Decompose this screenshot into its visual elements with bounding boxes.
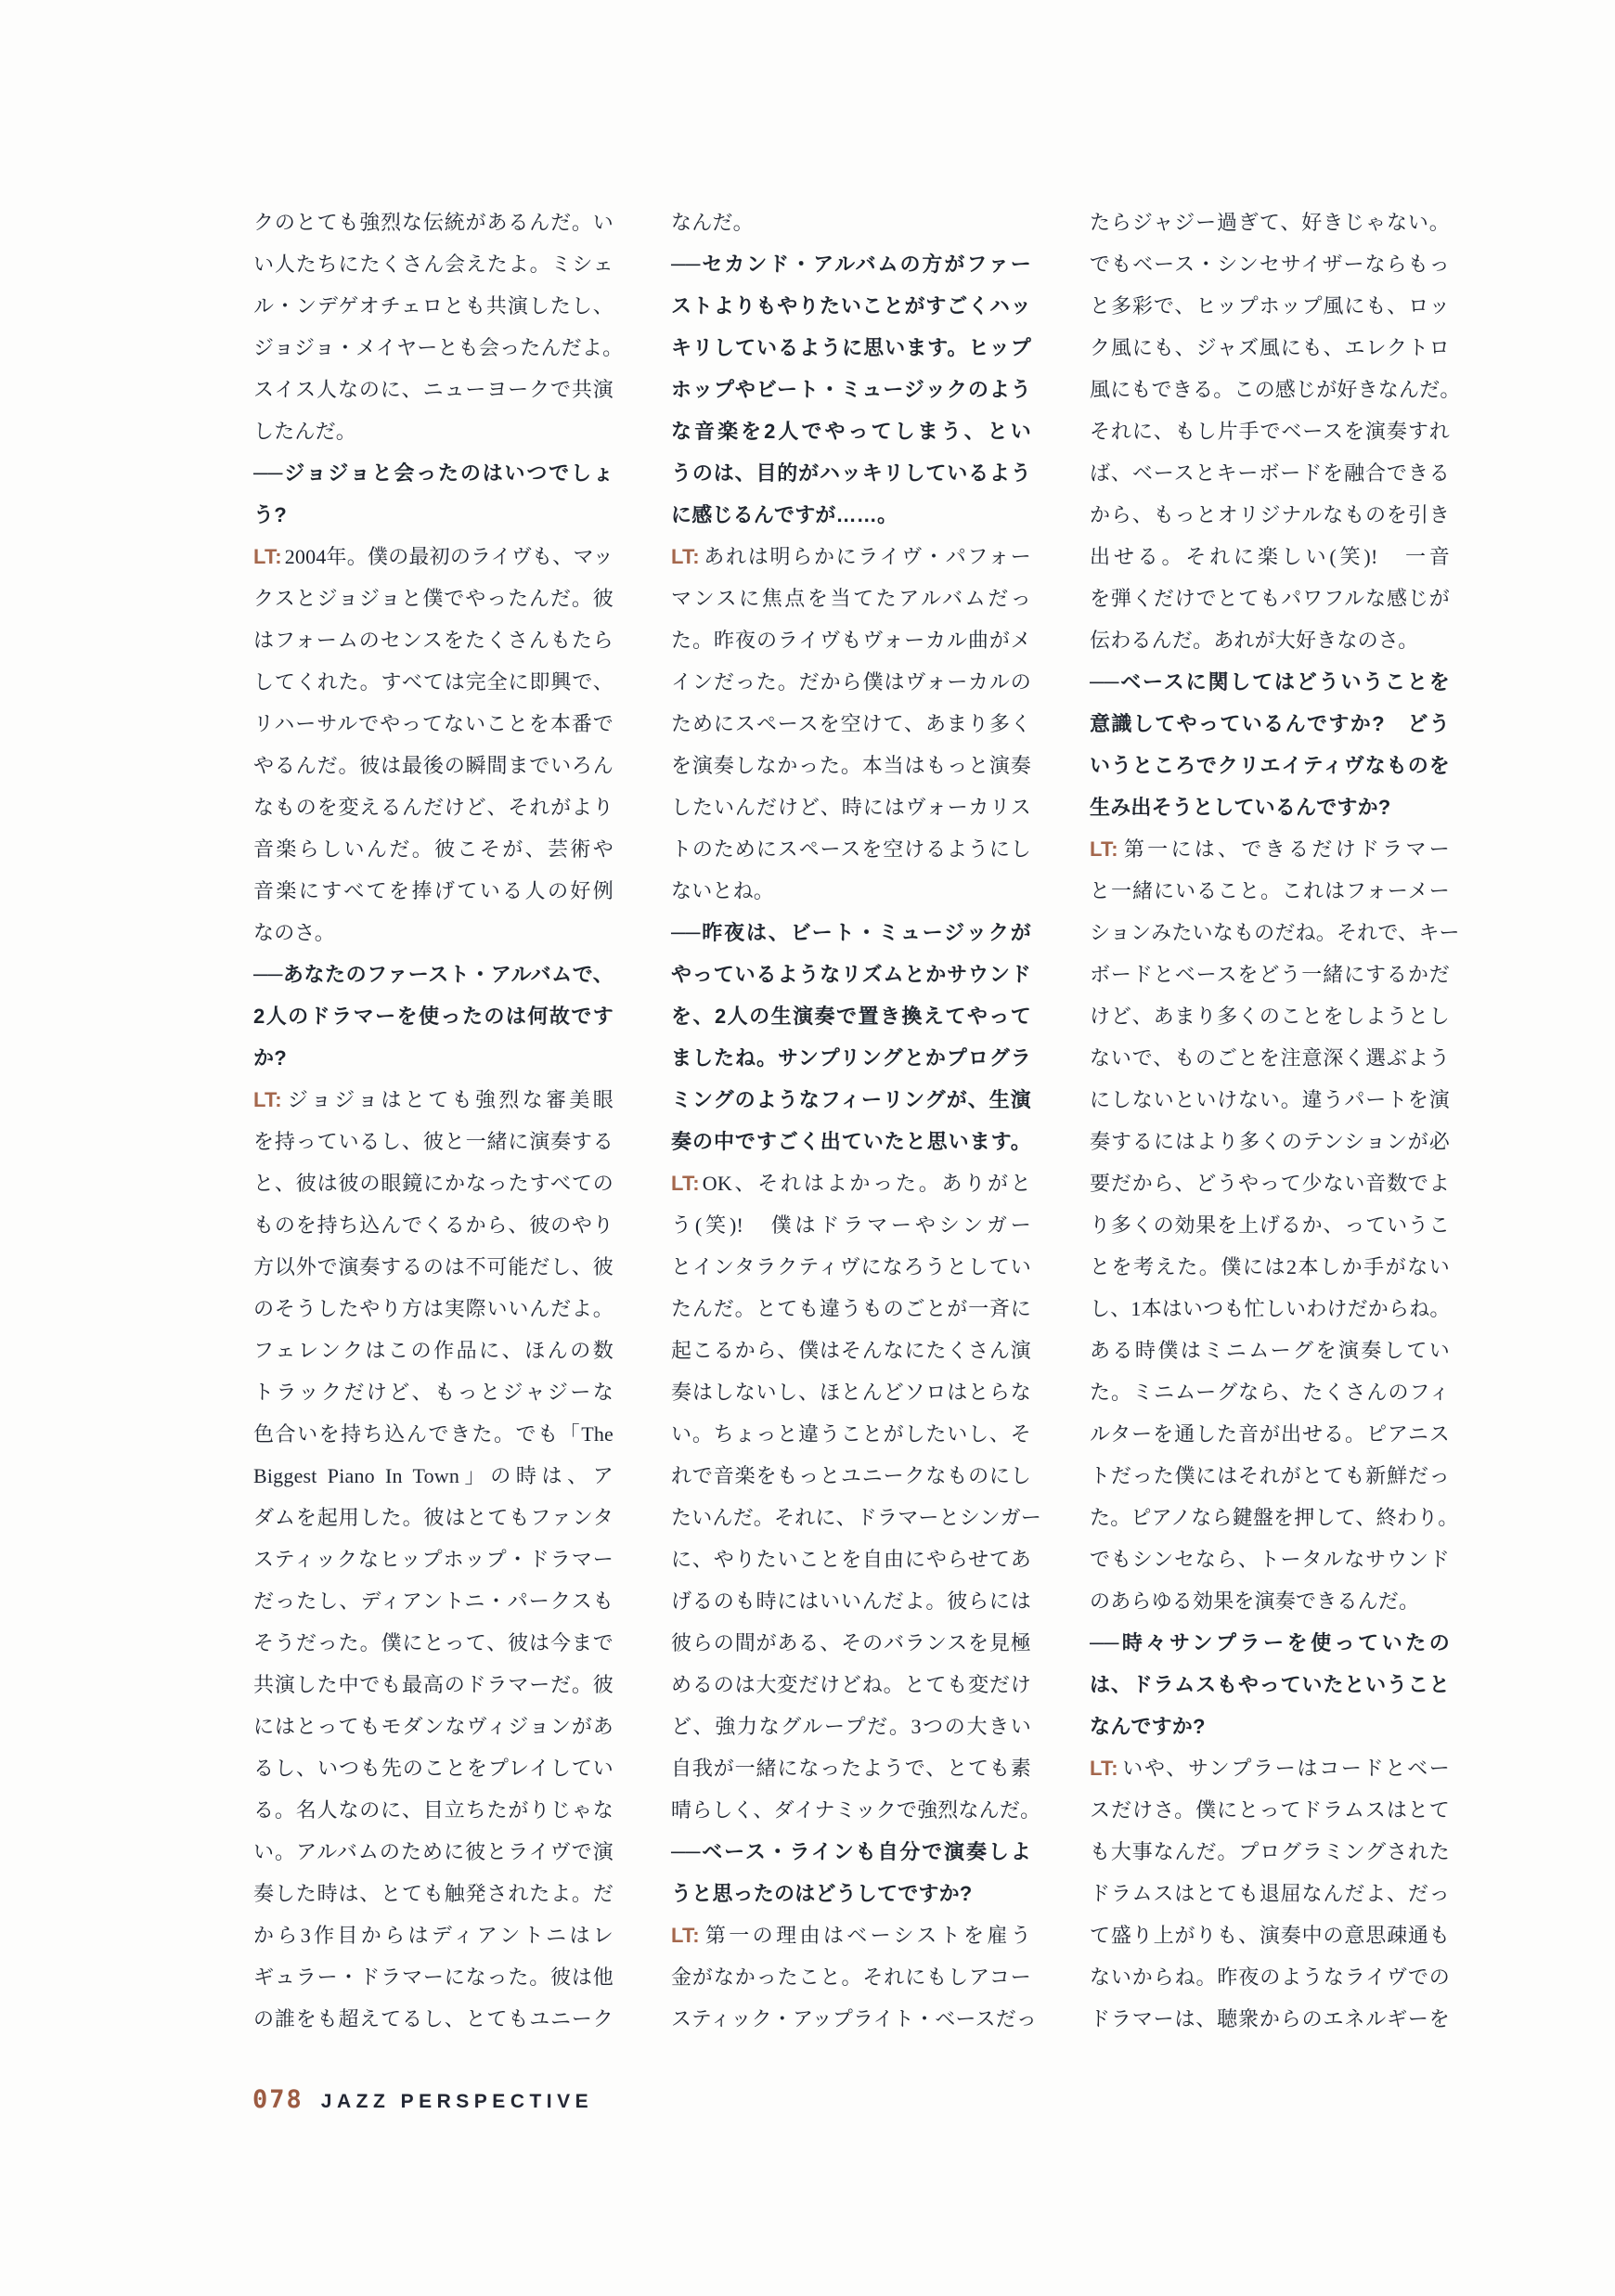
answer-line [1090, 1037, 1450, 1079]
answer-line [671, 745, 1031, 786]
speaker-label: LT: [671, 545, 700, 568]
line-text: 色合いを持ち込んできた。でも「The [253, 1422, 614, 1446]
text-column-2 [671, 201, 1042, 2040]
question-line [1090, 1622, 1450, 1664]
speaker-label: LT: [253, 1088, 282, 1111]
answer-line [671, 1914, 1031, 1956]
line-text: ホップやビート・ミュージックのよう [671, 378, 1031, 401]
line-text: なんだ。 [671, 211, 754, 234]
answer-line [253, 1162, 614, 1204]
line-text: たらジャジー過ぎて、好きじゃない。 [1090, 211, 1450, 234]
line-text: を演奏しなかった。本当はもっと演奏 [671, 754, 1031, 777]
question-line [253, 1037, 614, 1079]
line-text: 第一の理由はベーシストを雇う [702, 1924, 1031, 1947]
answer-line [671, 1162, 1031, 1204]
answer-line [1090, 1956, 1450, 1998]
answer-line [253, 661, 614, 703]
speaker-label: LT: [1090, 1757, 1118, 1780]
answer-line [1090, 1371, 1450, 1413]
line-text: ダムを起用した。彼はとてもファンタ [253, 1506, 614, 1529]
line-text: ル・ンデゲオチェロとも共演したし、 [253, 294, 614, 318]
line-text: う? [253, 503, 287, 526]
line-text: た。ミニムーグなら、たくさんのフィ [1090, 1381, 1450, 1404]
line-text: た。ピアノなら鍵盤を押して、終わり。 [1090, 1506, 1459, 1529]
answer-line [253, 1288, 614, 1330]
answer-line [1090, 1413, 1450, 1455]
line-text: い人たちにたくさん会えたよ。ミシェ [253, 253, 614, 276]
answer-line [1090, 369, 1461, 410]
line-text: ミングのようなフィーリングが、生演 [671, 1088, 1031, 1111]
line-text: ためにスペースを空けて、あまり多く [671, 712, 1031, 735]
answer-line [671, 1246, 1031, 1288]
line-text: て盛り上がりも、演奏中の意思疎通も [1090, 1924, 1450, 1947]
question-line [671, 912, 1031, 953]
answer-line [253, 870, 614, 912]
line-text: 共演した中でも最高のドラマーだ。彼 [253, 1673, 614, 1696]
line-text: 2004年。僕の最初のライヴも、マッ [284, 545, 614, 568]
question-line [1090, 703, 1450, 745]
line-text: ルターを通した音が出せる。ピアニス [1090, 1422, 1450, 1446]
question-line [671, 1037, 1031, 1079]
answer-line [253, 1538, 614, 1580]
line-text: 伝わるんだ。あれが大好きなのさ。 [1090, 629, 1419, 652]
answer-line [1090, 1079, 1450, 1121]
line-text: り多くの効果を上げるか、っていうこ [1090, 1213, 1450, 1237]
answer-line [671, 1622, 1031, 1664]
line-text: か? [253, 1046, 287, 1070]
answer-line [253, 1998, 614, 2040]
line-text: を弾くだけでとてもパワフルな感じが [1090, 587, 1450, 610]
line-text: スティックなヒップホップ・ドラマー [253, 1548, 614, 1571]
line-text: 要だから、どうやって少ない音数でよ [1090, 1172, 1450, 1195]
answer-line [1090, 995, 1450, 1037]
line-text: とを考えた。僕には2本しか手がない [1090, 1255, 1450, 1278]
answer-line [1090, 1580, 1450, 1622]
line-text: 意識してやっているんですか? どう [1090, 712, 1450, 735]
answer-line [253, 369, 614, 410]
line-text: から3作目からはディアントニはレ [253, 1924, 614, 1947]
answer-line [253, 1079, 614, 1121]
line-text: ク風にも、ジャズ風にも、エレクトロ [1090, 336, 1450, 359]
line-text: ──ベースに関してはどういうことを [1090, 670, 1450, 694]
question-line [671, 243, 1031, 285]
line-text: なのさ。 [253, 921, 335, 944]
line-text: スイス人なのに、ニューヨークで共演 [253, 378, 614, 401]
line-text: してくれた。すべては完全に即興で、 [253, 670, 614, 694]
line-text: ドラムスはとても退屈なんだよ、だっ [1090, 1882, 1450, 1905]
line-text: たんだ。とても違うものごとが一斉に [671, 1297, 1031, 1320]
line-text: も大事なんだ。プログラミングされた [1090, 1840, 1450, 1863]
answer-line [253, 1371, 614, 1413]
line-text: だったし、ディアントニ・パークスも [253, 1589, 614, 1613]
line-text: トだった僕にはそれがとても新鮮だっ [1090, 1464, 1450, 1487]
answer-line [253, 1747, 614, 1789]
line-text: ドラマーは、聴衆からのエネルギーを [1090, 2007, 1450, 2030]
answer-line [1090, 1330, 1450, 1371]
answer-line [253, 1497, 614, 1538]
question-line [671, 995, 1031, 1037]
line-text: Biggest Piano In Town」の時は、ア [253, 1464, 614, 1487]
line-text: げるのも時にはいいんだよ。彼らには [671, 1589, 1031, 1613]
speaker-label: LT: [671, 1172, 700, 1195]
question-line [671, 1121, 1031, 1162]
line-text: でもシンセなら、トータルなサウンド [1090, 1548, 1450, 1571]
answer-line [253, 1330, 614, 1371]
answer-line [1090, 870, 1450, 912]
answer-line [671, 1204, 1031, 1246]
answer-line [253, 1831, 614, 1873]
line-text: それに、もし片手でベースを演奏すれ [1090, 420, 1450, 443]
line-text: と多彩で、ヒップホップ風にも、ロッ [1090, 294, 1450, 318]
line-text: ──ベース・ラインも自分で演奏しよ [671, 1840, 1031, 1863]
line-text: クスとジョジョと僕でやったんだ。彼 [253, 587, 614, 610]
question-line [671, 285, 1031, 327]
question-line [671, 953, 1031, 995]
question-line [253, 494, 614, 536]
line-text: ボードとベースをどう一緒にするかだ [1090, 963, 1450, 986]
answer-line [671, 1998, 1038, 2040]
line-text: フェレンクはこの作品に、ほんの数 [253, 1339, 614, 1362]
line-text: ジョジョはとても強烈な審美眼 [284, 1088, 614, 1111]
line-text: スだけさ。僕にとってドラムスはとて [1090, 1798, 1450, 1822]
answer-line [671, 1538, 1031, 1580]
line-text: ましたね。サンプリングとかプログラ [671, 1046, 1031, 1070]
line-text: 奏した時は、とても触発されたよ。だ [253, 1882, 614, 1905]
answer-line [1090, 619, 1450, 661]
answer-line [671, 1455, 1031, 1497]
line-text: ある時僕はミニムーグを演奏してい [1090, 1339, 1450, 1362]
line-text: 起こるから、僕はそんなにたくさん演 [671, 1339, 1031, 1362]
line-text: う(笑)! 僕はドラマーやシンガー [671, 1213, 1031, 1237]
answer-line [1090, 1914, 1450, 1956]
text-column-3 [1090, 201, 1461, 2040]
line-text: キリしているように思います。ヒップ [671, 336, 1031, 359]
question-line [671, 369, 1031, 410]
answer-line [253, 1706, 614, 1747]
line-text: けど、あまり多くのことをしようとし [1090, 1005, 1450, 1028]
answer-line [671, 619, 1031, 661]
line-text: 奏するにはより多くのテンションが必 [1090, 1130, 1450, 1153]
question-line [1090, 661, 1450, 703]
line-text: ──時々サンプラーを使っていたの [1090, 1631, 1450, 1654]
answer-line [1090, 1121, 1450, 1162]
question-line [253, 452, 614, 494]
answer-line [1090, 1831, 1450, 1873]
line-text: ないで、ものごとを注意深く選ぶよう [1090, 1046, 1450, 1070]
answer-line [253, 1246, 614, 1288]
question-line [1090, 745, 1450, 786]
line-text: 方以外で演奏するのは不可能だし、彼 [253, 1255, 614, 1278]
page-footer [252, 2085, 593, 2114]
speaker-label: LT: [1090, 837, 1118, 861]
line-text: はフォームのセンスをたくさんもたら [253, 629, 614, 652]
answer-line [253, 786, 614, 828]
line-text: OK、それはよかった。ありがと [702, 1172, 1031, 1195]
question-line [671, 1079, 1031, 1121]
line-text: は、ドラムスもやっていたということ [1090, 1673, 1450, 1696]
question-line [671, 494, 1031, 536]
answer-line [671, 1330, 1031, 1371]
line-text: 音楽にすべてを捧げている人の好例 [253, 879, 614, 902]
line-text: いうところでクリエイティヴなものを [1090, 754, 1450, 777]
line-text: インだった。だから僕はヴォーカルの [671, 670, 1031, 694]
answer-line [671, 870, 1031, 912]
answer-line [253, 243, 614, 285]
line-text: でもベース・シンセサイザーならもっ [1090, 253, 1450, 276]
line-text: トのためにスペースを空けるようにし [671, 837, 1031, 861]
speaker-label: LT: [671, 1924, 700, 1947]
line-text: の誰をも超えてるし、とてもユニーク [253, 2007, 614, 2030]
answer-line [253, 536, 614, 577]
answer-line [253, 577, 614, 619]
question-line [671, 1873, 1031, 1914]
line-text: 晴らしく、ダイナミックで強烈なんだ。 [671, 1798, 1041, 1822]
answer-line [253, 410, 614, 452]
answer-line [1090, 1873, 1450, 1914]
answer-line [253, 327, 624, 369]
text-column-1 [253, 201, 624, 2040]
answer-line [253, 1873, 614, 1914]
line-text: ──あなたのファースト・アルバムで、 [253, 963, 614, 986]
line-text: とインタラクティヴになろうとしてい [671, 1255, 1031, 1278]
line-text: ものを持ち込んでくるから、彼のやり [253, 1213, 614, 1237]
line-text: 彼らの間がある、そのバランスを見極 [671, 1631, 1031, 1654]
question-line [671, 452, 1031, 494]
answer-line [671, 201, 1031, 243]
answer-line [1090, 1998, 1450, 2040]
answer-line [1090, 536, 1450, 577]
speaker-label: LT: [253, 545, 282, 568]
answer-line [671, 786, 1031, 828]
answer-line [253, 1622, 614, 1664]
line-text: 奏の中ですごく出ていたと思います。 [671, 1130, 1031, 1153]
answer-line [671, 577, 1031, 619]
line-text: た。昨夜のライヴもヴォーカル曲がメ [671, 629, 1031, 652]
answer-line [253, 1204, 614, 1246]
line-text: いや、サンプラーはコードとベー [1120, 1757, 1450, 1780]
answer-line [671, 1664, 1031, 1706]
line-text: したいんだけど、時にはヴォーカリス [671, 796, 1031, 819]
line-text: ば、ベースとキーボードを融合できる [1090, 461, 1450, 485]
answer-line [1090, 1162, 1450, 1204]
line-text: 2人のドラマーを使ったのは何故です [253, 1005, 614, 1028]
line-text: るし、いつも先のことをプレイしてい [253, 1757, 614, 1780]
answer-line [1090, 828, 1450, 870]
line-text: る。名人なのに、目立ちたがりじゃな [253, 1798, 614, 1822]
line-text: にはとってもモダンなヴィジョンがあ [253, 1715, 614, 1738]
question-line [1090, 1706, 1450, 1747]
line-text: したんだ。 [253, 420, 357, 443]
line-text: トラックだけど、もっとジャジーな [253, 1381, 614, 1404]
answer-line [253, 1789, 614, 1831]
line-text: から、もっとオリジナルなものを引き [1090, 503, 1450, 526]
answer-line [671, 1747, 1031, 1789]
line-text: ──セカンド・アルバムの方がファー [671, 253, 1031, 276]
answer-line [1090, 1455, 1450, 1497]
line-text: ションみたいなものだね。それで、キー [1090, 921, 1460, 944]
question-line [671, 410, 1031, 452]
answer-line [1090, 577, 1450, 619]
line-text: リハーサルでやってないことを本番で [253, 712, 614, 735]
line-text: たいんだ。それに、ドラマーとシンガー [671, 1506, 1042, 1529]
line-text: を持っているし、彼と一緒に演奏する [253, 1130, 614, 1153]
answer-line [1090, 1288, 1450, 1330]
line-text: と一緒にいること。これはフォーメー [1090, 879, 1450, 902]
line-text: なものを変えるんだけど、それがより [253, 796, 614, 819]
line-text: 風にもできる。この感じが好きなんだ。 [1090, 378, 1461, 401]
question-line [671, 1831, 1031, 1873]
answer-line [253, 912, 614, 953]
answer-line [1090, 1204, 1450, 1246]
line-text: やっているようなリズムとかサウンド [671, 963, 1031, 986]
answer-line [671, 1956, 1031, 1998]
line-text: のそうしたやり方は実際いいんだよ。 [253, 1297, 614, 1320]
answer-line [671, 661, 1031, 703]
page-number: 078 [252, 2085, 304, 2114]
answer-line [253, 1413, 614, 1455]
line-text: と、彼は彼の眼鏡にかなったすべての [253, 1172, 614, 1195]
answer-line [253, 619, 614, 661]
line-text: を、2人の生演奏で置き換えてやって [671, 1005, 1031, 1028]
answer-line [671, 1288, 1031, 1330]
line-text: ──昨夜は、ビート・ミュージックが [671, 921, 1031, 944]
line-text: 第一には、できるだけドラマー [1120, 837, 1450, 861]
answer-line [253, 1455, 614, 1497]
answer-line [253, 703, 614, 745]
line-text: スティック・アップライト・ベースだっ [671, 2007, 1038, 2030]
line-text: うのは、目的がハッキリしているよう [671, 461, 1031, 485]
line-text: い。アルバムのために彼とライヴで演 [253, 1840, 614, 1863]
magazine-title: JAZZ PERSPECTIVE [320, 2091, 594, 2112]
line-text: 生み出そうとしているんですか? [1090, 796, 1391, 819]
answer-line [1090, 1747, 1450, 1789]
answer-line [671, 1497, 1042, 1538]
line-text: ど、強力なグループだ。3つの大きい [671, 1715, 1031, 1738]
answer-line [1090, 1246, 1450, 1288]
answer-line [253, 828, 614, 870]
question-line [253, 953, 614, 995]
line-text: なんですか? [1090, 1715, 1206, 1738]
answer-line [1090, 452, 1450, 494]
line-text: のあらゆる効果を演奏できるんだ。 [1090, 1589, 1420, 1613]
answer-line [253, 1121, 614, 1162]
line-text: な音楽を2人でやってしまう、とい [671, 420, 1031, 443]
answer-line [253, 745, 614, 786]
answer-line [1090, 243, 1450, 285]
answer-line [253, 285, 614, 327]
line-text: れで音楽をもっとユニークなものにし [671, 1464, 1031, 1487]
line-text: めるのは大変だけどね。とても変だけ [671, 1673, 1031, 1696]
line-text: 奏はしないし、ほとんどソロはとらな [671, 1381, 1031, 1404]
answer-line [253, 201, 614, 243]
question-line [671, 327, 1031, 369]
answer-line [253, 1664, 614, 1706]
answer-line [1090, 953, 1450, 995]
line-text: 金がなかったこと。それにもしアコー [671, 1965, 1031, 1989]
line-text: そうだった。僕にとって、彼は今まで [253, 1631, 614, 1654]
answer-line [671, 536, 1031, 577]
answer-line [671, 703, 1031, 745]
question-line [253, 995, 614, 1037]
line-text: に感じるんですが……。 [671, 503, 898, 526]
answer-line [1090, 912, 1460, 953]
answer-line [253, 1914, 614, 1956]
answer-line [671, 1789, 1041, 1831]
answer-line [253, 1956, 614, 1998]
line-text: やるんだ。彼は最後の瞬間までいろん [253, 754, 614, 777]
answer-line [671, 1706, 1031, 1747]
answer-line [671, 1580, 1031, 1622]
answer-line [1090, 494, 1450, 536]
line-text: にしないといけない。違うパートを演 [1090, 1088, 1450, 1111]
line-text: ストよりもやりたいことがすごくハッ [671, 294, 1031, 318]
answer-line [253, 1580, 614, 1622]
answer-line [1090, 1789, 1450, 1831]
line-text: あれは明らかにライヴ・パフォー [702, 545, 1031, 568]
question-line [1090, 786, 1450, 828]
answer-line [1090, 201, 1450, 243]
question-line [1090, 1664, 1450, 1706]
answer-line [1090, 285, 1450, 327]
line-text: し、1本はいつも忙しいわけだからね。 [1090, 1297, 1451, 1320]
answer-line [671, 828, 1031, 870]
line-text: 音楽らしいんだ。彼こそが、芸術や [253, 837, 614, 861]
answer-line [1090, 327, 1450, 369]
line-text: い。ちょっと違うことがしたいし、そ [671, 1422, 1031, 1446]
line-text: ギュラー・ドラマーになった。彼は他 [253, 1965, 614, 1989]
line-text: ないとね。 [671, 879, 775, 902]
line-text: 自我が一緒になったようで、とても素 [671, 1757, 1031, 1780]
line-text: 出せる。それに楽しい(笑)! 一音 [1090, 545, 1450, 568]
answer-line [1090, 1497, 1459, 1538]
line-text: うと思ったのはどうしてですか? [671, 1882, 973, 1905]
answer-line [671, 1371, 1031, 1413]
answer-line [671, 1413, 1031, 1455]
line-text: ジョジョ・メイヤーとも会ったんだよ。 [253, 336, 624, 359]
line-text: ないからね。昨夜のようなライヴでの [1090, 1965, 1450, 1989]
answer-line [1090, 410, 1450, 452]
line-text: クのとても強烈な伝統があるんだ。い [253, 211, 614, 234]
line-text: マンスに焦点を当てたアルバムだっ [671, 587, 1031, 610]
line-text: に、やりたいことを自由にやらせてあ [671, 1548, 1031, 1571]
answer-line [1090, 1538, 1450, 1580]
line-text: ──ジョジョと会ったのはいつでしょ [253, 461, 614, 485]
